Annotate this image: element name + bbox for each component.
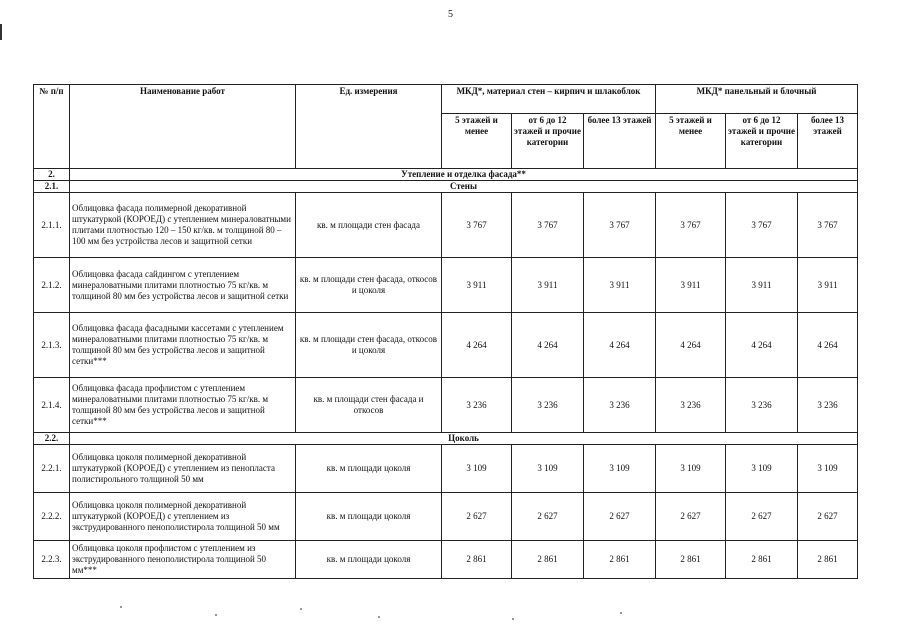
table-row	[34, 313, 858, 378]
row-unit: кв. м площади стен фасада, откосов и цоколя	[296, 313, 442, 378]
table-row	[34, 378, 858, 433]
subsection-row	[34, 433, 858, 445]
row-value: 3 767	[726, 193, 798, 258]
header-num: № п/п	[34, 85, 70, 169]
row-value: 4 264	[584, 313, 656, 378]
row-value: 2 627	[726, 493, 798, 541]
row-num: 2.1.2.	[34, 258, 70, 313]
table-row	[34, 541, 858, 579]
row-value: 3 109	[512, 445, 584, 493]
header-group-brick: МКД*, материал стен – кирпич и шлакоблок	[442, 85, 656, 114]
row-value: 4 264	[656, 313, 726, 378]
row-value: 3 767	[798, 193, 858, 258]
subsection-num: 2.1.	[34, 181, 70, 193]
row-value: 3 109	[726, 445, 798, 493]
row-value: 3 911	[584, 258, 656, 313]
row-name: Облицовка фасада полимерной декоративной штукатуркой (КОРОЕД) с утеплением минераловатными плитами плотностью 120 – 150 кг/кв. м толщиной 80 – 100 мм без устройства лесов и защитной сетки	[70, 193, 296, 258]
row-name: Облицовка цоколя полимерной декоративной штукатуркой (КОРОЕД) с утеплением из пенопласта полистирольного толщиной 50 мм	[70, 445, 296, 493]
scan-specks	[0, 604, 905, 624]
header-floors: от 6 до 12 этажей и прочие категории	[726, 114, 798, 169]
row-value: 2 861	[798, 541, 858, 579]
header-floors: 5 этажей и менее	[442, 114, 512, 169]
row-value: 3 911	[798, 258, 858, 313]
row-value: 4 264	[512, 313, 584, 378]
row-unit: кв. м площади цоколя	[296, 493, 442, 541]
header-floors: 5 этажей и менее	[656, 114, 726, 169]
row-value: 4 264	[798, 313, 858, 378]
section-row	[34, 169, 858, 181]
header-name: Наименование работ	[70, 85, 296, 169]
row-value: 3 767	[656, 193, 726, 258]
row-value: 2 861	[726, 541, 798, 579]
row-name: Облицовка фасада профлистом с утеплением минераловатными плитами плотностью 75 кг/кв. м толщиной 80 мм без устройства лесов и защитной сетки***	[70, 378, 296, 433]
row-value: 3 911	[726, 258, 798, 313]
page-number: 5	[448, 9, 453, 20]
row-value: 2 627	[656, 493, 726, 541]
row-value: 3 109	[442, 445, 512, 493]
row-value: 4 264	[442, 313, 512, 378]
row-name: Облицовка цоколя полимерной декоративной штукатуркой (КОРОЕД) с утеплением из экструдированного пенополистирола толщиной 50 мм	[70, 493, 296, 541]
row-num: 2.1.3.	[34, 313, 70, 378]
header-floors: от 6 до 12 этажей и прочие категории	[512, 114, 584, 169]
row-unit: кв. м площади цоколя	[296, 541, 442, 579]
row-value: 3 767	[512, 193, 584, 258]
row-num: 2.2.1.	[34, 445, 70, 493]
row-unit: кв. м площади стен фасада	[296, 193, 442, 258]
row-value: 3 236	[584, 378, 656, 433]
cost-table	[33, 84, 858, 579]
row-unit: кв. м площади стен фасада и откосов	[296, 378, 442, 433]
row-name: Облицовка фасада фасадными кассетами с утеплением минераловатными плитами плотностью 75 кг/кв. м толщиной 80 мм без устройства лесов и защитной сетки***	[70, 313, 296, 378]
row-value: 3 236	[512, 378, 584, 433]
subsection-title: Стены	[70, 181, 858, 193]
table-row	[34, 193, 858, 258]
row-num: 2.1.1.	[34, 193, 70, 258]
subsection-num: 2.2.	[34, 433, 70, 445]
row-value: 2 627	[584, 493, 656, 541]
row-value: 3 911	[442, 258, 512, 313]
row-num: 2.1.4.	[34, 378, 70, 433]
margin-mark	[0, 24, 2, 40]
row-unit: кв. м площади стен фасада, откосов и цоколя	[296, 258, 442, 313]
table-row	[34, 258, 858, 313]
row-value: 3 911	[512, 258, 584, 313]
row-value: 3 767	[584, 193, 656, 258]
row-value: 3 236	[726, 378, 798, 433]
row-value: 2 627	[798, 493, 858, 541]
row-value: 3 236	[656, 378, 726, 433]
row-value: 3 767	[442, 193, 512, 258]
table-row	[34, 445, 858, 493]
row-value: 4 264	[726, 313, 798, 378]
section-title: Утепление и отделка фасада**	[70, 169, 858, 181]
row-value: 2 627	[442, 493, 512, 541]
row-name: Облицовка фасада сайдингом с утеплением минераловатными плитами плотностью 75 кг/кв. м толщиной 80 мм без устройства лесов и защитной сетки	[70, 258, 296, 313]
header-floors: более 13 этажей	[798, 114, 858, 169]
row-value: 3 911	[656, 258, 726, 313]
row-value: 3 236	[798, 378, 858, 433]
header-unit: Ед. измерения	[296, 85, 442, 169]
header-floors: более 13 этажей	[584, 114, 656, 169]
row-value: 2 627	[512, 493, 584, 541]
row-value: 2 861	[512, 541, 584, 579]
row-num: 2.2.3.	[34, 541, 70, 579]
subsection-title: Цоколь	[70, 433, 858, 445]
row-value: 2 861	[442, 541, 512, 579]
row-value: 3 109	[584, 445, 656, 493]
row-value: 2 861	[656, 541, 726, 579]
row-value: 3 109	[656, 445, 726, 493]
subsection-row	[34, 181, 858, 193]
section-num: 2.	[34, 169, 70, 181]
row-name: Облицовка цоколя профлистом с утеплением из экструдированного пенополистирола толщиной 50 мм***	[70, 541, 296, 579]
table-row	[34, 493, 858, 541]
row-unit: кв. м площади цоколя	[296, 445, 442, 493]
row-value: 3 236	[442, 378, 512, 433]
row-num: 2.2.2.	[34, 493, 70, 541]
header-group-panel: МКД* панельный и блочный	[656, 85, 858, 114]
row-value: 2 861	[584, 541, 656, 579]
row-value: 3 109	[798, 445, 858, 493]
